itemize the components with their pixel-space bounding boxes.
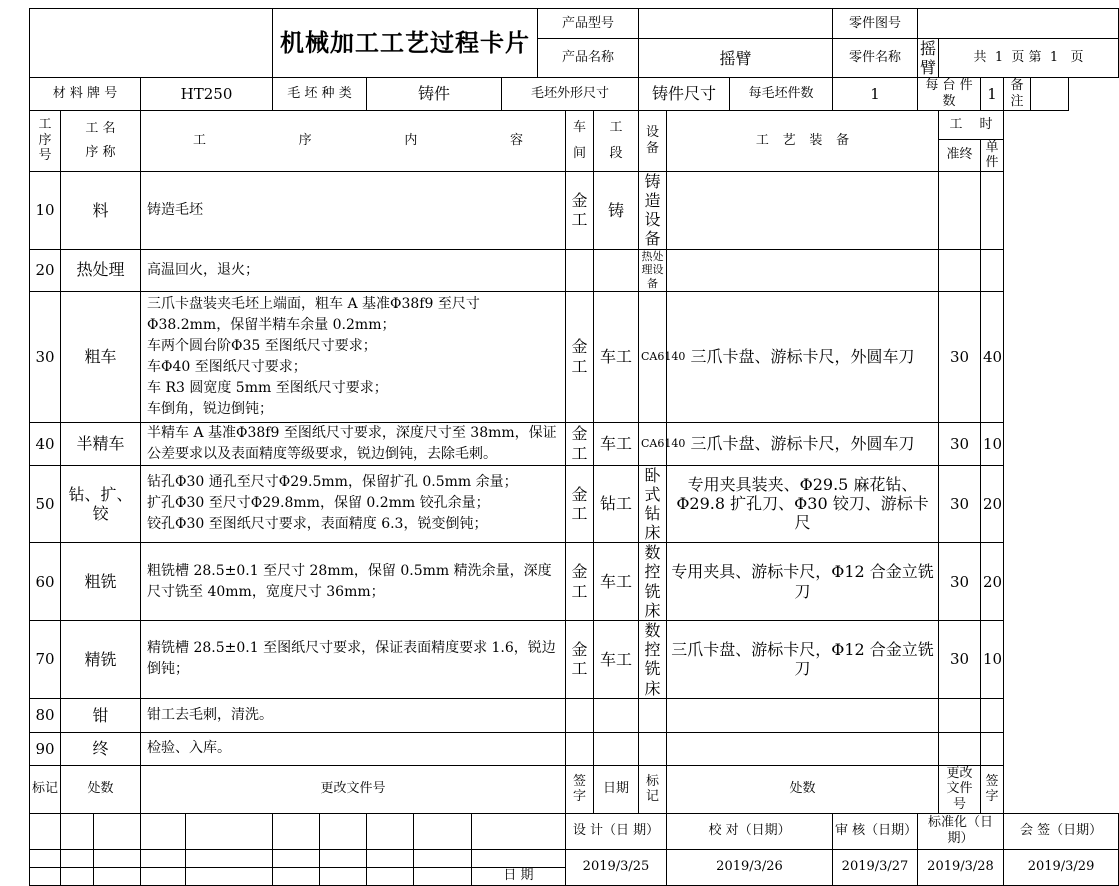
total-label: 共 xyxy=(973,50,987,66)
op-tooling xyxy=(667,171,939,249)
op-unit-time: 10 xyxy=(981,422,1004,465)
rev-cell xyxy=(414,867,472,885)
header-logo-cell xyxy=(30,9,273,78)
col-tooling: 工 艺 装 备 xyxy=(667,110,939,171)
countersign-date: 2019/3/29 xyxy=(1004,849,1119,885)
part-name-value: 摇臂 xyxy=(918,39,939,78)
op-no: 50 xyxy=(30,465,61,543)
card-title: 机械加工工艺过程卡片 xyxy=(273,9,538,78)
col-hours: 工 时 xyxy=(939,110,1004,139)
op-tooling xyxy=(667,732,939,765)
op-prep-time xyxy=(939,249,981,291)
op-no: 20 xyxy=(30,249,61,291)
op-prep-time xyxy=(939,171,981,249)
op-name: 终 xyxy=(61,732,141,765)
op-tooling: 三爪卡盘、游标卡尺，外圆车刀 xyxy=(667,291,939,422)
op-row xyxy=(30,291,1119,422)
rev-mark-label: 标记 xyxy=(30,765,61,813)
page-count xyxy=(939,39,1119,78)
rev-cell xyxy=(94,849,141,867)
op-unit-time xyxy=(981,249,1004,291)
op-name: 料 xyxy=(61,171,141,249)
col-equipment: 设 备 xyxy=(639,110,667,171)
per-unit-label: 每 台 件 数 xyxy=(918,78,981,110)
op-tooling: 专用夹具装夹、Φ29.5 麻花钻、Φ29.8 扩孔刀、Φ30 铰刀、游标卡尺 xyxy=(667,465,939,543)
remark-value xyxy=(1031,78,1069,110)
col-unit-time: 单件 xyxy=(981,139,1004,171)
col-op-name: 工 名 序 称 xyxy=(61,110,141,171)
rev-cell xyxy=(414,813,472,849)
op-prep-time: 30 xyxy=(939,543,981,621)
rev-cell xyxy=(186,813,273,849)
rev-cell xyxy=(367,813,414,849)
op-unit-time: 20 xyxy=(981,543,1004,621)
op-equipment: 铸造设备 xyxy=(639,171,667,249)
op-content: 高温回火，退火； xyxy=(141,249,566,291)
blank-size-label: 毛坯外形尺寸 xyxy=(502,78,639,110)
op-content: 钳工去毛刺，清洗。 xyxy=(141,698,566,732)
rev-cell xyxy=(30,849,61,867)
part-name-label: 零件名称 xyxy=(833,39,918,78)
std-label: 标准化（日期） xyxy=(918,813,1004,849)
per-blank-label: 每毛坯件数 xyxy=(730,78,833,110)
rev-cell xyxy=(320,849,367,867)
rev-sign2-label: 签字 xyxy=(981,765,1004,813)
op-content: 精铣槽 28.5±0.1 至图纸尺寸要求，保证表面精度要求 1.6，锐边倒钝； xyxy=(141,621,566,699)
rev-cell xyxy=(320,813,367,849)
col-content: 工 序 内 容 xyxy=(141,110,566,171)
rev-sign-label: 签字 xyxy=(566,765,594,813)
review-label: 审 核（日期） xyxy=(833,813,918,849)
rev-cell xyxy=(273,849,320,867)
op-equipment: CA6140 xyxy=(639,422,667,465)
part-no-label: 零件图号 xyxy=(833,9,918,39)
op-tooling: 三爪卡盘、游标卡尺，Φ12 合金立铣刀 xyxy=(667,621,939,699)
part-no-value xyxy=(918,9,1119,39)
rev-doc-no-label: 更改文件号 xyxy=(141,765,566,813)
op-row xyxy=(30,171,1119,249)
op-content: 检验、入库。 xyxy=(141,732,566,765)
product-name-label: 产品名称 xyxy=(538,39,639,78)
rev-date-label: 日期 xyxy=(594,765,639,813)
op-row xyxy=(30,465,1119,543)
op-workshop: 金工 xyxy=(566,465,594,543)
check-label: 校 对（日期） xyxy=(667,813,833,849)
rev-cell xyxy=(186,867,273,885)
op-tooling: 专用夹具、游标卡尺，Φ12 合金立铣刀 xyxy=(667,543,939,621)
op-section: 车工 xyxy=(594,422,639,465)
rev-cell xyxy=(320,867,367,885)
date-label: 日 期 xyxy=(472,867,566,885)
op-prep-time: 30 xyxy=(939,291,981,422)
op-workshop: 金工 xyxy=(566,171,594,249)
blank-type-label: 毛 坯 种 类 xyxy=(273,78,367,110)
op-no: 10 xyxy=(30,171,61,249)
op-row xyxy=(30,543,1119,621)
rev-cell xyxy=(472,813,566,849)
per-unit-value: 1 xyxy=(981,78,1004,110)
op-workshop: 金工 xyxy=(566,621,594,699)
rev-mark2-label: 标记 xyxy=(639,765,667,813)
process-card-table xyxy=(29,8,1119,886)
rev-count-label: 处数 xyxy=(61,765,141,813)
material-value: HT250 xyxy=(141,78,273,110)
op-name: 粗车 xyxy=(61,291,141,422)
op-section xyxy=(594,732,639,765)
op-tooling xyxy=(667,698,939,732)
design-date: 2019/3/25 xyxy=(566,849,667,885)
check-date: 2019/3/26 xyxy=(667,849,833,885)
op-equipment: 热处理设备 xyxy=(639,249,667,291)
material-label: 材 料 牌 号 xyxy=(30,78,141,110)
op-tooling: 三爪卡盘、游标卡尺，外圆车刀 xyxy=(667,422,939,465)
review-date: 2019/3/27 xyxy=(833,849,918,885)
rev-cell xyxy=(273,813,320,849)
op-prep-time xyxy=(939,732,981,765)
rev-cell xyxy=(30,813,61,849)
op-no: 70 xyxy=(30,621,61,699)
product-name-value: 摇臂 xyxy=(639,39,833,78)
product-model-label: 产品型号 xyxy=(538,9,639,39)
op-unit-time: 40 xyxy=(981,291,1004,422)
op-name: 钻、扩、铰 xyxy=(61,465,141,543)
op-equipment xyxy=(639,732,667,765)
op-section xyxy=(594,698,639,732)
rev-cell xyxy=(141,813,186,849)
op-equipment xyxy=(639,698,667,732)
op-name: 热处理 xyxy=(61,249,141,291)
rev-cell xyxy=(414,849,472,867)
op-equipment: 数控铣床 xyxy=(639,621,667,699)
op-no: 40 xyxy=(30,422,61,465)
op-row xyxy=(30,732,1119,765)
op-name: 钳 xyxy=(61,698,141,732)
op-content: 三爪卡盘装夹毛坯上端面，粗车 A 基准Φ38f9 至尺寸Φ38.2mm，保留半精车余量 0.2mm； 车两个圆台阶Φ35 至图纸尺寸要求； 车Φ40 至图纸尺寸要求； 车 R3 圆宽度 5mm 至图纸尺寸要求； 车倒角，锐边倒钝； xyxy=(141,291,566,422)
op-row xyxy=(30,422,1119,465)
op-content: 铸造毛坯 xyxy=(141,171,566,249)
countersign-label: 会 签（日期） xyxy=(1004,813,1119,849)
op-row xyxy=(30,249,1119,291)
page-no-unit: 页 xyxy=(1070,50,1084,66)
op-no: 90 xyxy=(30,732,61,765)
blank-size-value: 铸件尺寸 xyxy=(639,78,730,110)
design-label: 设 计（日 期） xyxy=(566,813,667,849)
product-model-value xyxy=(639,9,833,39)
std-date: 2019/3/28 xyxy=(918,849,1004,885)
op-name: 粗铣 xyxy=(61,543,141,621)
op-content: 粗铣槽 28.5±0.1 至尺寸 28mm，保留 0.5mm 精洗余量，深度尺寸铣至 40mm，宽度尺寸 36mm； xyxy=(141,543,566,621)
op-workshop xyxy=(566,732,594,765)
total-pages: 1 xyxy=(994,50,1004,66)
op-name: 半精车 xyxy=(61,422,141,465)
page-no-label: 第 xyxy=(1028,50,1042,66)
op-unit-time xyxy=(981,171,1004,249)
op-workshop: 金工 xyxy=(566,291,594,422)
rev-cell xyxy=(367,849,414,867)
rev-cell xyxy=(61,849,94,867)
op-row xyxy=(30,621,1119,699)
col-op-no: 工 序 号 xyxy=(30,110,61,171)
op-section: 车工 xyxy=(594,543,639,621)
col-workshop: 车 间 xyxy=(566,110,594,171)
op-workshop xyxy=(566,698,594,732)
op-unit-time xyxy=(981,732,1004,765)
op-workshop: 金工 xyxy=(566,422,594,465)
op-workshop: 金工 xyxy=(566,543,594,621)
rev-cell xyxy=(61,867,94,885)
op-name: 精铣 xyxy=(61,621,141,699)
col-section: 工 段 xyxy=(594,110,639,171)
op-no: 60 xyxy=(30,543,61,621)
op-prep-time xyxy=(939,698,981,732)
col-prep-time: 准终 xyxy=(939,139,981,171)
rev-cell xyxy=(186,849,273,867)
op-unit-time: 10 xyxy=(981,621,1004,699)
remark-label: 备 注 xyxy=(1004,78,1031,110)
op-section: 车工 xyxy=(594,291,639,422)
rev-cell xyxy=(367,867,414,885)
op-unit-time xyxy=(981,698,1004,732)
op-workshop xyxy=(566,249,594,291)
op-no: 80 xyxy=(30,698,61,732)
op-section: 铸 xyxy=(594,171,639,249)
op-row xyxy=(30,698,1119,732)
op-equipment: 卧式钻床 xyxy=(639,465,667,543)
rev-count2-label: 处数 xyxy=(667,765,939,813)
op-unit-time: 20 xyxy=(981,465,1004,543)
op-content: 钻孔Φ30 通孔至尺寸Φ29.5mm，保留扩孔 0.5mm 余量； 扩孔Φ30 至尺寸Φ29.8mm，保留 0.2mm 铰孔余量； 铰孔Φ30 至图纸尺寸要求，表面精度 6.3，锐变倒钝； xyxy=(141,465,566,543)
rev-cell xyxy=(273,867,320,885)
op-section: 车工 xyxy=(594,621,639,699)
op-section xyxy=(594,249,639,291)
rev-cell xyxy=(30,867,61,885)
op-prep-time: 30 xyxy=(939,422,981,465)
total-page-unit: 页 xyxy=(1011,50,1025,66)
rev-cell xyxy=(94,813,141,849)
op-no: 30 xyxy=(30,291,61,422)
per-blank-value: 1 xyxy=(833,78,918,110)
op-prep-time: 30 xyxy=(939,621,981,699)
rev-cell xyxy=(61,813,94,849)
op-equipment: 数控铣床 xyxy=(639,543,667,621)
rev-cell xyxy=(94,867,141,885)
rev-cell xyxy=(141,867,186,885)
op-equipment: CA6140 xyxy=(639,291,667,422)
op-section: 钻工 xyxy=(594,465,639,543)
blank-type-value: 铸件 xyxy=(367,78,502,110)
op-content: 半精车 A 基准Φ38f9 至图纸尺寸要求，深度尺寸至 38mm，保证公差要求以及表面精度等级要求，锐边倒钝，去除毛刺。 xyxy=(141,422,566,465)
rev-doc-no2-label: 更改文件号 xyxy=(939,765,981,813)
op-prep-time: 30 xyxy=(939,465,981,543)
rev-cell xyxy=(472,849,566,867)
page-no: 1 xyxy=(1049,50,1059,66)
rev-cell xyxy=(141,849,186,867)
op-tooling xyxy=(667,249,939,291)
